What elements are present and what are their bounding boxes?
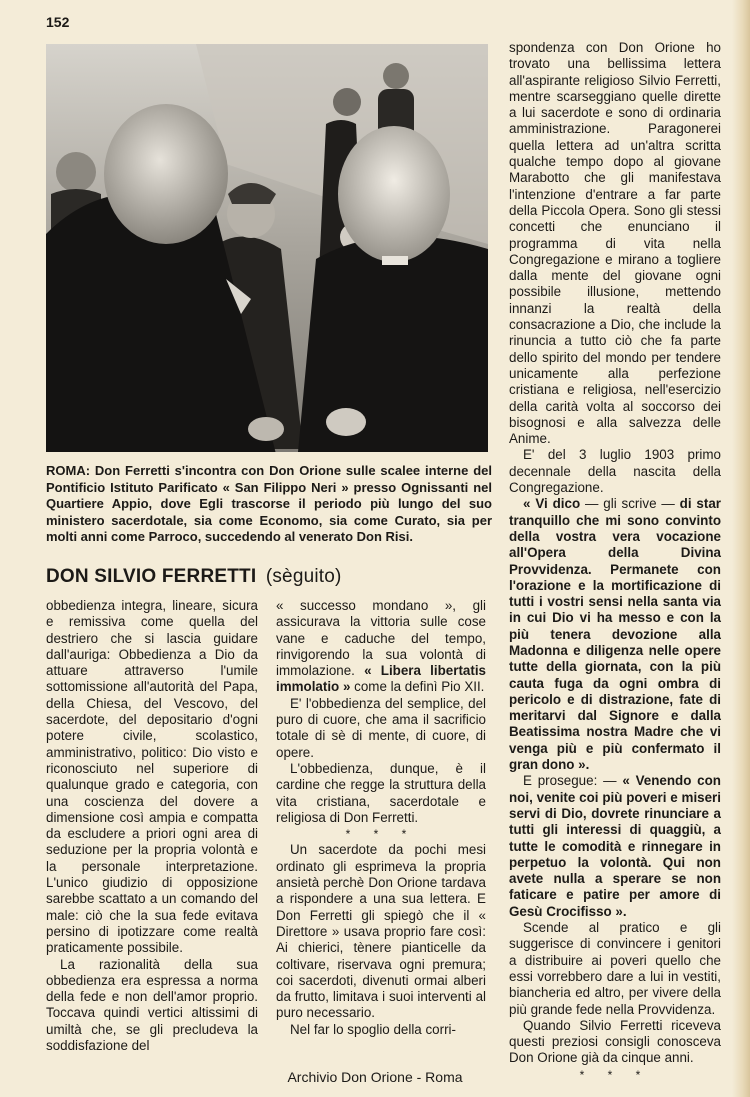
latin-quote: « Libera libertatis immolatio »	[276, 663, 486, 695]
photo-scene	[46, 44, 488, 452]
section-separator: * * *	[579, 1067, 651, 1082]
quote-text: « Venendo con noi, venite coi più poveri e miseri servi di Dio, dovrete rinunciare a tutti gli interessi di quaggiù, a tutte le comodità e rinnegare in perpetuo la volontà. Qui non avete nulla a sperare se non faticare e patire per amore di Gesù Crocifisso ».	[509, 773, 721, 919]
caption-location: ROMA:	[46, 463, 91, 478]
paragraph: spondenza con Don Orione ho trovato una bellissima lettera all'aspirante religioso Silvio Ferretti, mentre scarseggiano quelle dirette a lui sacerdote e sono di ordinaria amministrazione. Paragonerei quella lettera ad un'altra scritta qualche tempo dopo al giovane Marabotto che gli manifestava l'intenzione d'entrare a far parte della Piccola Opera. Sono gli stessi concetti che enunciano il programma di vita nella Congregazione e mirano a togliere dalla mente del giovane ogni possibile illusione, mettendo innanzi la realtà della consacrazione a Dio, che include la rinuncia a tutto ciò che fa parte dello spirito del mondo per tendere unicamente alla perfezione cristiana e religiosa, nell'esercizio della carità volta al soccorso dei bisognosi e alla salvezza delle Anime.	[509, 40, 721, 447]
section-separator: * * *	[345, 827, 417, 842]
caption-text: Don Ferretti s'incontra con Don Orione sulle scalee interne del Pontificio Istituto Parificato « San Filippo Neri » presso Ognissanti nel Quartiere Appio, dove Egli trascorse il periodo più lungo del suo ministero sacerdotale, sia come Economo, sia come Curato, sia per molti anni come Parroco, succedendo al venerato Don Risi.	[46, 463, 492, 545]
paragraph-text: « successo mondano », gli assicurava la vittoria sulle cose vane e caduche del tempo, rinvigorendo la sua volontà di immolazione.	[276, 598, 486, 679]
paragraph: Un sacerdote da pochi mesi ordinato gli esprimeva la propria ansietà perchè Don Orione tardava a rispondere a una sua lettera. E Don Ferretti gli spiegò che il « Direttore » usava proprio fare così: Ai chierici, tènere pianticelle da coltivare, riservava ogni premura; coi sacerdoti, divenuti ormai alberi da frutto, limitava i suoi interventi al puro necessario.	[276, 842, 486, 1021]
paragraph: L'obbedienza, dunque, è il cardine che regge la struttura della vita cristiana, sacerdotale e religiosa di Don Ferretti.	[276, 760, 486, 825]
text-column-3	[509, 40, 721, 1083]
paragraph-text: — gli scrive —	[585, 496, 675, 512]
paragraph	[509, 773, 721, 920]
paragraph-text: E prosegue: —	[523, 773, 617, 789]
text-column-1	[46, 598, 258, 1054]
page-edge	[732, 0, 750, 1097]
paragraph: E' l'obbedienza del semplice, del puro di cuore, che ama il sacrificio totale di sè di mente, di cuore, di opere.	[276, 695, 486, 760]
paragraph: La razionalità della sua obbedienza era espressa a norma della fede e non dell'amor proprio. Toccava quindi vertici altissimi di umiltà che, se gli precludeva la soddisfazione del	[46, 956, 258, 1054]
paragraph-text: come la definì Pio XII.	[354, 679, 485, 695]
text-column-2	[276, 598, 486, 1038]
article-subtitle: (sèguito)	[265, 566, 342, 587]
article-title	[46, 566, 342, 588]
page-number: 152	[46, 14, 70, 30]
paragraph: Nel far lo spoglio della corri-	[290, 1021, 456, 1037]
photo-caption	[46, 463, 492, 546]
archive-footer: Archivio Don Orione - Roma	[287, 1069, 463, 1085]
article-title-text: DON SILVIO FERRETTI	[46, 566, 257, 587]
paragraph: Scende al pratico e gli suggerisce di convincere i genitori a distribuire ai poveri quello che essi vorrebbero dare a lui in vestiti, biancheria ed altro, per vivere della più grande fede nella Provvidenza.	[509, 920, 721, 1017]
paragraph	[509, 496, 721, 773]
paragraph	[276, 598, 486, 696]
quote-text: « Vi dico	[523, 496, 581, 512]
photograph	[46, 44, 488, 452]
paragraph: Quando Silvio Ferretti riceveva questi preziosi consigli conosceva Don Orione già da cinque anni.	[509, 1017, 721, 1066]
quote-text: di star tranquillo che mi sono convinto della vostra vera vocazione all'Opera della Divina Provvidenza. Permanete con l'orazione e la mortificazione di tutti i vostri sensi nella santa via in cui Dio vi ha messo e con la più tenera devozione alla Madonna e diligenza nelle opere tutte della giornata, con la più cauta fuga da ogni ombra di pericolo e di distrazione, fate di meritarvi dal Signore e dalla Beatissima nostra Madre che vi venga più e più confermato il gran dono ».	[509, 496, 721, 773]
paragraph: E' del 3 luglio 1903 primo decennale della nascita della Congregazione.	[509, 447, 721, 496]
paragraph: obbedienza integra, lineare, sicura e remissiva come quella del destriero che si lascia guidare dall'auriga: Obbedienza a Dio da attuare attraverso l'umile sottomissione all'autorità del Papa, della Chiesa, del Vescovo, del sacerdote, del depositario d'ogni potere civile, scolastico, amministrativo, politico: Dio visto e riconosciuto nel superiore di qualunque grado e categoria, con una coscienza del dovere a dimensione così ampia e compatta da escludere a priori ogni area di seduzione per la propria volontà e la personale interpretazione. L'unico giudizio di opposizione sarebbe scattato a un comando del male: ciò che la sua fede evitava persino di ipotizzare come realtà praticamente possibile.	[46, 598, 258, 956]
